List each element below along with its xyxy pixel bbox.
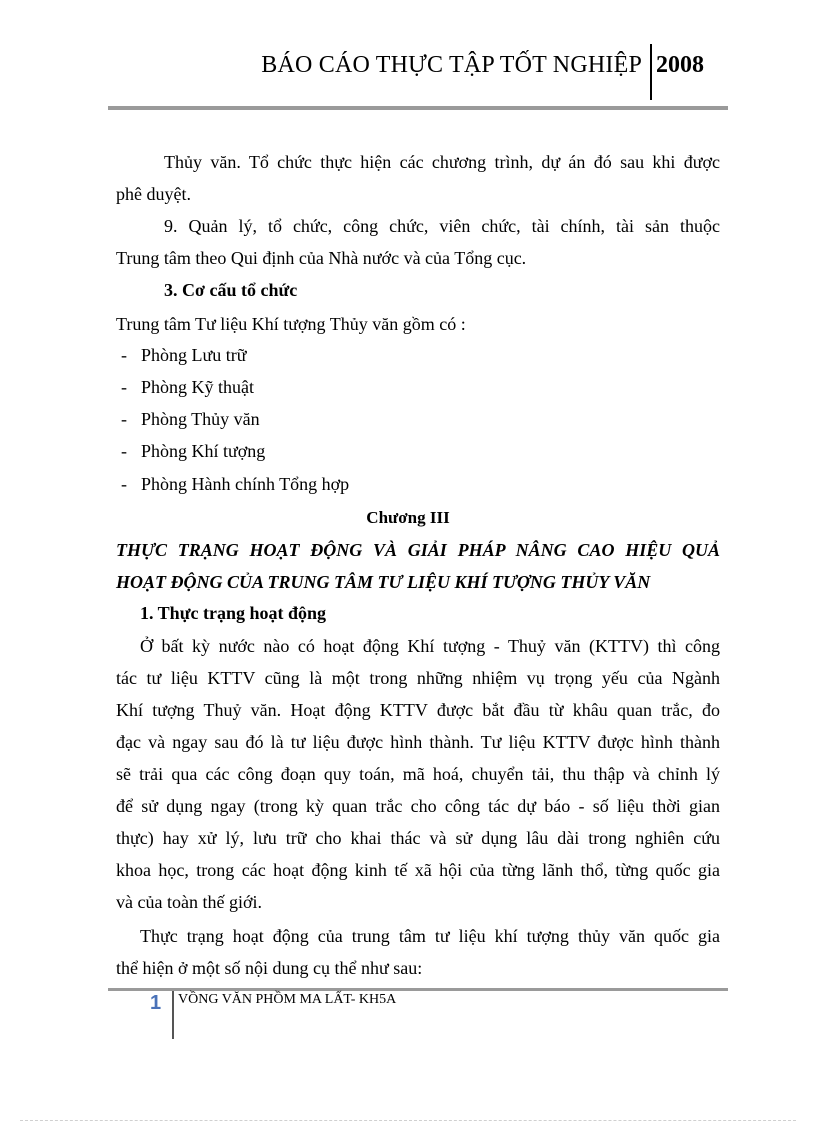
list-bullet: - <box>121 345 127 365</box>
paragraph-line: Ở bất kỳ nước nào có hoạt động Khí tượng - Thuỷ văn (KTTV) thì công <box>140 636 720 656</box>
paragraph-line: thể hiện ở một số nội dung cụ thể như sau: <box>116 958 423 978</box>
list-item: Phòng Thủy văn <box>141 409 260 429</box>
paragraph-line: khoa học, trong các hoạt động kinh tế xã hội của từng lãnh thổ, từng quốc gia <box>116 860 720 880</box>
header-year: 2008 <box>656 52 704 78</box>
paragraph-line: đạc và ngay sau đó là tư liệu được hình thành. Tư liệu KTTV được hình thành <box>116 732 720 752</box>
paragraph-line: tác tư liệu KTTV cũng là một trong những nhiệm vụ trọng yếu của Ngành <box>116 668 720 688</box>
paragraph-line: Trung tâm theo Qui định của Nhà nước và của Tổng cục. <box>116 248 527 268</box>
list-item: Phòng Lưu trữ <box>141 345 247 365</box>
header-divider <box>650 44 652 100</box>
paragraph-line: thực) hay xử lý, lưu trữ cho khai thác và sử dụng lâu dài trong nghiên cứu <box>116 828 720 848</box>
paragraph-line: và của toàn thế giới. <box>116 892 262 912</box>
page-edge <box>20 1120 796 1122</box>
list-bullet: - <box>121 474 127 494</box>
page-number: 1 <box>150 992 162 1014</box>
list-item: Phòng Hành chính Tổng hợp <box>141 474 350 494</box>
list-item: Phòng Khí tượng <box>141 441 266 461</box>
paragraph-line: Trung tâm Tư liệu Khí tượng Thủy văn gồm có : <box>116 314 466 334</box>
list-bullet: - <box>121 409 127 429</box>
paragraph-line: để sử dụng ngay (trong kỳ quan trắc cho công tác dự báo - số liệu thời gian <box>116 796 720 816</box>
footer-divider <box>172 991 174 1039</box>
footer-author: VỒNG VĂN PHỒM MA LẤT- KH5A <box>178 992 397 1007</box>
section-heading: 3. Cơ cấu tổ chức <box>164 280 298 300</box>
chapter-title-line: HOẠT ĐỘNG CỦA TRUNG TÂM TƯ LIỆU KHÍ TƯỢNG THỦY VĂN <box>116 572 651 592</box>
list-item: Phòng Kỹ thuật <box>141 377 255 397</box>
footer-rule <box>108 988 728 991</box>
paragraph-line: 9. Quản lý, tổ chức, công chức, viên chức, tài chính, tài sản thuộc <box>164 216 720 236</box>
chapter-title-line: THỰC TRẠNG HOẠT ĐỘNG VÀ GIẢI PHÁP NÂNG CAO HIỆU QUẢ <box>116 540 720 560</box>
header-rule <box>108 106 728 110</box>
list-bullet: - <box>121 377 127 397</box>
chapter-label: Chương III <box>366 508 450 527</box>
paragraph-line: sẽ trải qua các công đoạn quy toán, mã hoá, chuyển tải, thu thập và chỉnh lý <box>116 764 720 784</box>
paragraph-line: Khí tượng Thuỷ văn. Hoạt động KTTV được bắt đầu từ khâu quan trắc, đo <box>116 700 720 720</box>
paragraph-line: phê duyệt. <box>116 184 191 204</box>
paragraph-line: Thực trạng hoạt động của trung tâm tư liệu khí tượng thủy văn quốc gia <box>140 926 720 946</box>
header-title: BÁO CÁO THỰC TẬP TỐT NGHIỆP <box>261 52 642 78</box>
paragraph-line: Thủy văn. Tổ chức thực hiện các chương trình, dự án đó sau khi được <box>164 152 720 172</box>
list-bullet: - <box>121 441 127 461</box>
section-heading: 1. Thực trạng hoạt động <box>140 603 327 623</box>
